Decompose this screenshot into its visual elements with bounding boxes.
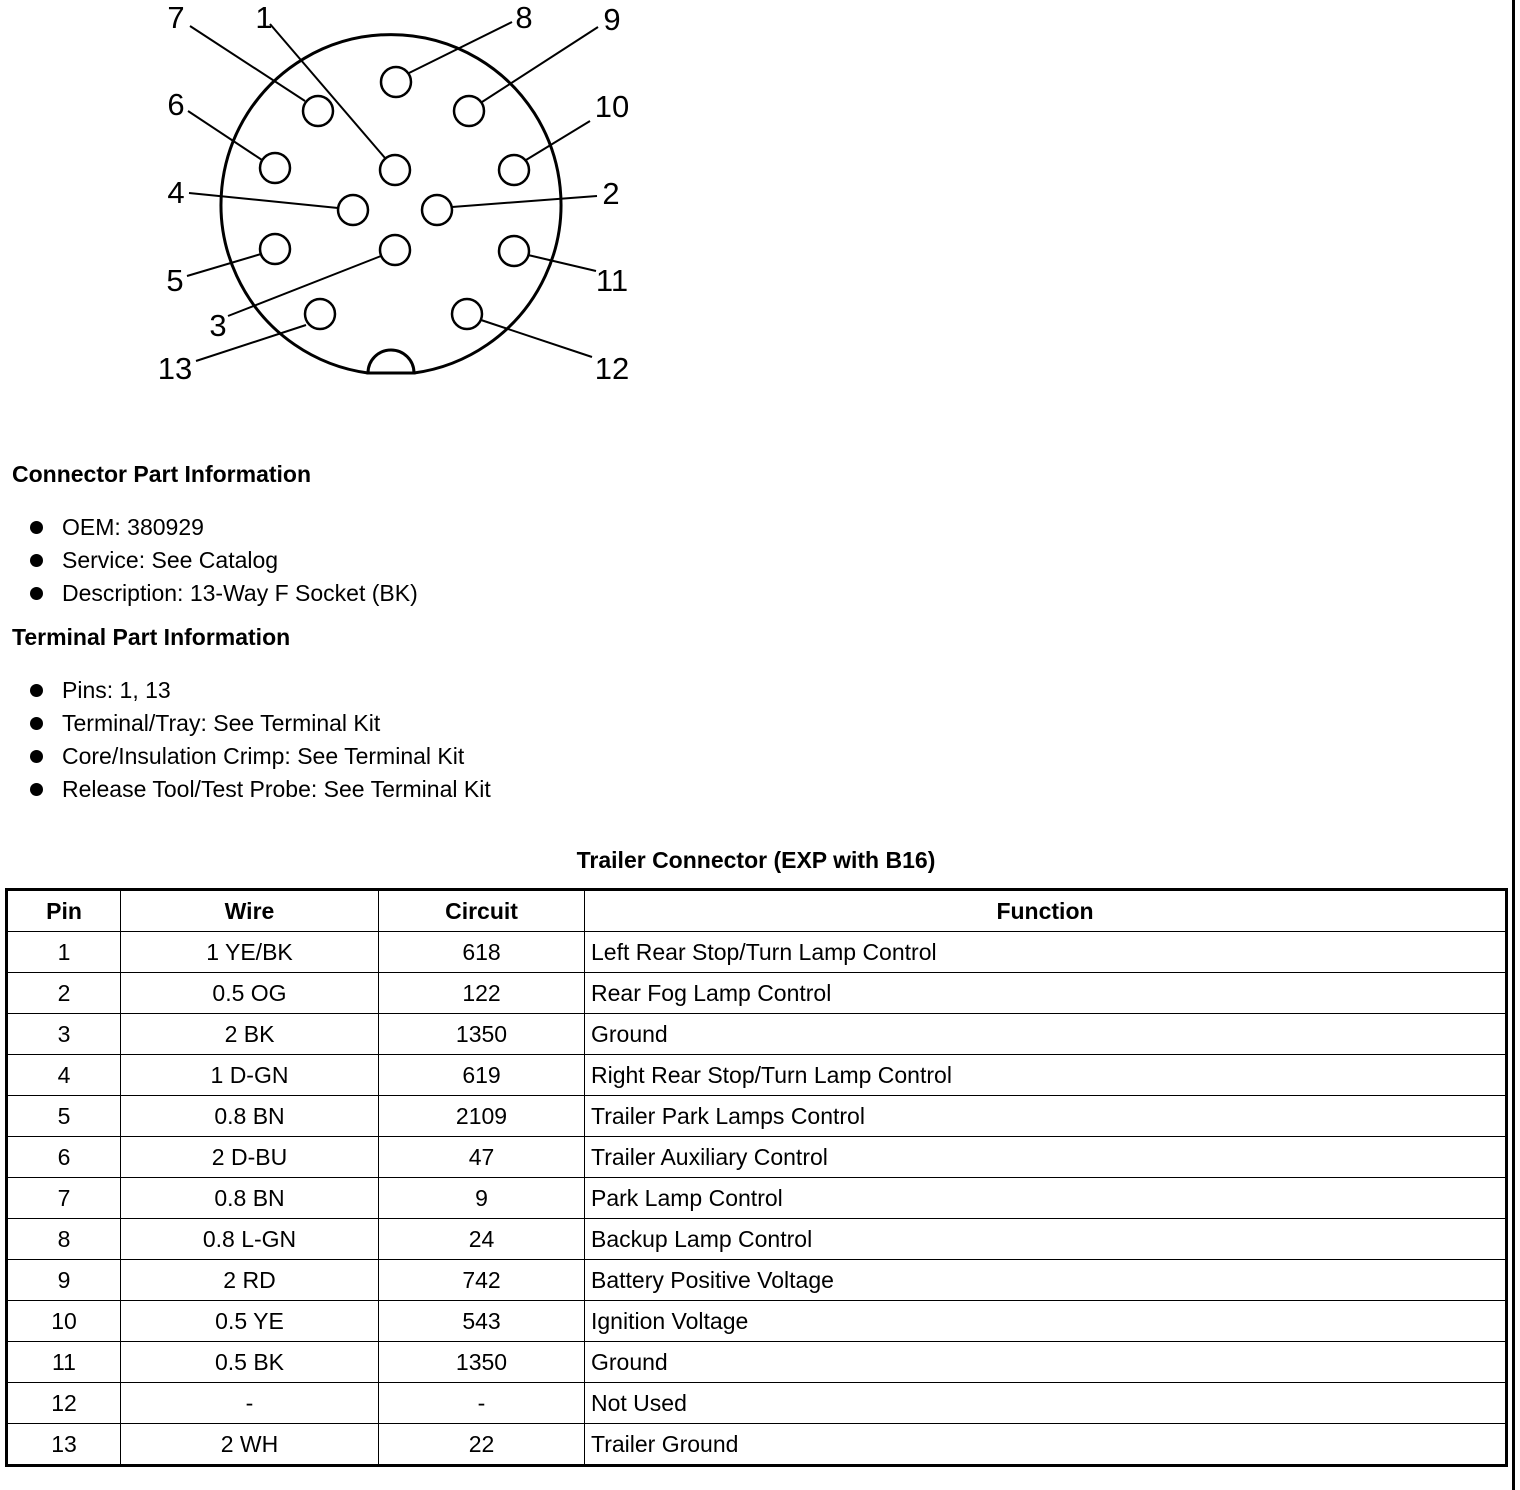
wire-cell: 2 BK [121, 1014, 379, 1055]
connector-outline [221, 35, 561, 373]
list-item-text: Description: 13-Way F Socket (BK) [62, 580, 418, 606]
table-row [7, 1383, 1507, 1424]
pin-label-5: 5 [166, 263, 184, 298]
pin-cavity-2 [422, 195, 452, 225]
circuit-cell: 618 [379, 932, 585, 973]
wire-cell: 0.8 BN [121, 1178, 379, 1219]
table-row [7, 1219, 1507, 1260]
table-caption: Trailer Connector (EXP with B16) [576, 847, 936, 873]
pin-label-7: 7 [167, 0, 185, 35]
function-cell: Ignition Voltage [585, 1301, 1507, 1342]
leader-line-11 [528, 255, 596, 271]
table-header-row [7, 890, 1507, 932]
circuit-cell: 122 [379, 973, 585, 1014]
pin-cell: 4 [7, 1055, 121, 1096]
bullet-icon [30, 684, 43, 697]
column-header-pin: Pin [7, 890, 121, 932]
column-header-circuit: Circuit [379, 890, 585, 932]
circuit-cell: 9 [379, 1178, 585, 1219]
bullet-icon [30, 750, 43, 763]
circuit-cell: 1350 [379, 1342, 585, 1383]
table-row [7, 1424, 1507, 1466]
wire-cell: 2 RD [121, 1260, 379, 1301]
connector-key-notch [368, 350, 414, 373]
wire-cell: 0.8 L-GN [121, 1219, 379, 1260]
table-row [7, 932, 1507, 973]
pin-label-9: 9 [603, 2, 621, 37]
list-item-text: Pins: 1, 13 [62, 677, 171, 703]
pin-cavity-1 [380, 155, 410, 185]
pin-label-6: 6 [167, 87, 185, 122]
pin-label-8: 8 [515, 0, 533, 35]
pin-cavity-3 [380, 235, 410, 265]
pin-cavity-13 [305, 299, 335, 329]
pin-cell: 9 [7, 1260, 121, 1301]
pin-cavity-12 [452, 299, 482, 329]
pin-label-10: 10 [594, 89, 630, 124]
circuit-cell: 47 [379, 1137, 585, 1178]
wire-cell: 1 YE/BK [121, 932, 379, 973]
wire-cell: 0.5 YE [121, 1301, 379, 1342]
function-cell: Trailer Ground [585, 1424, 1507, 1466]
wire-cell: 0.5 BK [121, 1342, 379, 1383]
leader-line-5 [187, 254, 261, 276]
list-item-text: OEM: 380929 [62, 514, 204, 540]
list-item-text: Terminal/Tray: See Terminal Kit [62, 710, 381, 736]
pin-cell: 8 [7, 1219, 121, 1260]
table-row [7, 1137, 1507, 1178]
leader-line-10 [526, 121, 590, 160]
function-cell: Trailer Auxiliary Control [585, 1137, 1507, 1178]
pin-cell: 2 [7, 973, 121, 1014]
circuit-cell: 619 [379, 1055, 585, 1096]
pin-cell: 5 [7, 1096, 121, 1137]
bullet-icon [30, 783, 43, 796]
wire-cell: - [121, 1383, 379, 1424]
list-item [28, 675, 491, 708]
list-item [28, 741, 491, 774]
wire-cell: 2 WH [121, 1424, 379, 1466]
list-item [28, 545, 418, 578]
table-row [7, 1342, 1507, 1383]
pin-label-3: 3 [209, 308, 227, 343]
pin-assignment-table [5, 888, 1508, 1467]
circuit-cell: 543 [379, 1301, 585, 1342]
function-cell: Trailer Park Lamps Control [585, 1096, 1507, 1137]
circuit-cell: - [379, 1383, 585, 1424]
bullet-icon [30, 717, 43, 730]
pin-cell: 7 [7, 1178, 121, 1219]
pin-cell: 13 [7, 1424, 121, 1466]
table-row [7, 973, 1507, 1014]
leader-line-6 [188, 111, 262, 160]
page-right-border [1512, 0, 1515, 1490]
function-cell: Backup Lamp Control [585, 1219, 1507, 1260]
leader-line-3 [228, 256, 381, 316]
column-header-wire: Wire [121, 890, 379, 932]
list-item-text: Service: See Catalog [62, 547, 279, 573]
function-cell: Park Lamp Control [585, 1178, 1507, 1219]
leader-line-4 [189, 193, 338, 208]
pin-label-4: 4 [167, 175, 185, 210]
table-row [7, 1096, 1507, 1137]
leader-line-7 [190, 26, 305, 101]
table-row [7, 1260, 1507, 1301]
leader-line-9 [482, 27, 598, 102]
pin-cell: 11 [7, 1342, 121, 1383]
pin-cavity-8 [381, 67, 411, 97]
function-cell: Ground [585, 1342, 1507, 1383]
pin-cavity-11 [499, 236, 529, 266]
circuit-cell: 22 [379, 1424, 585, 1466]
pin-cell: 10 [7, 1301, 121, 1342]
connector-face-diagram [0, 0, 700, 400]
function-cell: Ground [585, 1014, 1507, 1055]
circuit-cell: 1350 [379, 1014, 585, 1055]
terminal-part-info-list [28, 675, 491, 807]
terminal-part-info-heading: Terminal Part Information [12, 624, 291, 650]
table-row [7, 1055, 1507, 1096]
list-item [28, 578, 418, 611]
pin-label-13: 13 [157, 351, 193, 386]
pin-cavity-4 [338, 195, 368, 225]
leader-line-2 [452, 196, 597, 207]
table-row [7, 1014, 1507, 1055]
pin-cavity-9 [454, 96, 484, 126]
circuit-cell: 2109 [379, 1096, 585, 1137]
wire-cell: 1 D-GN [121, 1055, 379, 1096]
wire-cell: 0.8 BN [121, 1096, 379, 1137]
pin-cavity-7 [303, 96, 333, 126]
bullet-icon [30, 521, 43, 534]
column-header-function: Function [585, 890, 1507, 932]
table-row [7, 1178, 1507, 1219]
pin-cell: 6 [7, 1137, 121, 1178]
list-item [28, 512, 418, 545]
bullet-icon [30, 587, 43, 600]
leader-line-8 [409, 22, 512, 73]
function-cell: Battery Positive Voltage [585, 1260, 1507, 1301]
pin-cell: 1 [7, 932, 121, 973]
connector-part-info-list [28, 512, 418, 611]
table-row [7, 1301, 1507, 1342]
leader-line-1 [270, 24, 385, 158]
function-cell: Not Used [585, 1383, 1507, 1424]
list-item [28, 708, 491, 741]
connector-part-info-heading: Connector Part Information [12, 461, 312, 487]
pin-cell: 3 [7, 1014, 121, 1055]
function-cell: Right Rear Stop/Turn Lamp Control [585, 1055, 1507, 1096]
wire-cell: 2 D-BU [121, 1137, 379, 1178]
pin-label-11: 11 [595, 263, 629, 298]
list-item-text: Core/Insulation Crimp: See Terminal Kit [62, 743, 465, 769]
pin-label-1: 1 [255, 0, 273, 35]
function-cell: Left Rear Stop/Turn Lamp Control [585, 932, 1507, 973]
pin-cavity-10 [499, 155, 529, 185]
function-cell: Rear Fog Lamp Control [585, 973, 1507, 1014]
circuit-cell: 24 [379, 1219, 585, 1260]
pin-cell: 12 [7, 1383, 121, 1424]
bullet-icon [30, 554, 43, 567]
pin-cavity-5 [260, 234, 290, 264]
list-item-text: Release Tool/Test Probe: See Terminal Kit [62, 776, 491, 802]
circuit-cell: 742 [379, 1260, 585, 1301]
pin-cavity-6 [260, 153, 290, 183]
list-item [28, 774, 491, 807]
pin-label-12: 12 [594, 351, 630, 386]
wire-cell: 0.5 OG [121, 973, 379, 1014]
pin-label-2: 2 [602, 176, 620, 211]
